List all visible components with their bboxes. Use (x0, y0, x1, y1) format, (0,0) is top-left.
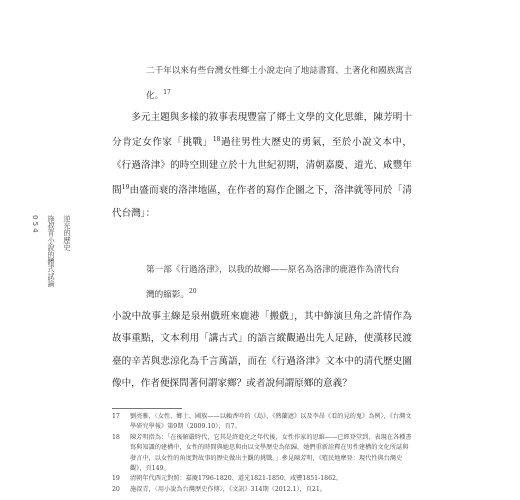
footnote-text: 施叔青，〈用小說為台灣歷史作傳〉，《文訊》314期（2012.1），頁21。 (130, 485, 326, 493)
footnote-number: 19 (112, 475, 120, 483)
footnote-divider (112, 408, 182, 409)
footnote (112, 433, 412, 475)
footnote-number: 17 (112, 413, 120, 420)
paragraph-1-part-a: 多元主題與多樣的敘事表現豐富了鄉土文學的文化思維，陳芳明十分肯定女作家「挑戰」 (112, 112, 412, 149)
paragraph-2: 小說中故事主線是泉州戲班來鹿港「搬戲」，其中飾演旦角之許情作為故事重點，文本利用「講古式」的語言縱觀過出先人足跡，使漢移民渡臺的辛苦與悲涼化為千言萬語，而在《行過洛津》文本中的清代歷史圖像中，作者便探問著何謂家鄉？或者說何謂原鄉的意義？ (112, 311, 412, 390)
opening-quote-text: 二千年以來有些台灣女性鄉土小說走向了地誌書寫、土著化和國族寓言化。 (146, 66, 413, 101)
footnote (112, 474, 412, 484)
footnote-text: 陳芳明指為：「在後解嚴時代，它其是終進化之年代後，女性作家的思維——已經登堂到，表現在各種書寫與知識的建構中，女性的時間與她思與由以文學歷史為依歸，她們重新詮釋在男性建構的文化所誌與發言中，以女性的角度對故事的歷史做出主觀的挑戰。」參見陳芳明，《殖民地摩登：現代性與台灣史觀》，頁149。 (130, 433, 412, 473)
page-number: 054 (31, 215, 40, 235)
book-title: 逆光的歷史 (63, 215, 72, 251)
block-quote (146, 259, 408, 306)
footnote-ref-19: 19 (121, 184, 130, 192)
footnote-text: 清朝年代西元對照：嘉慶1796-1820、道光1821-1850、咸豐1851-1862。 (130, 475, 343, 483)
paragraph-1-part-b: 過往男性大歷史的勇氣，至於小說文本中，《行過洛津》的時空則建立於十九世紀初期，清朝嘉慶、道光、咸豐年間 (112, 137, 413, 197)
footnotes (112, 412, 412, 495)
footnote-text: 劉亮雅，〈女性、鄉土、國族——以賴香吟的《島》、《熱蘭遮》以及李昂《看的見的鬼》為例〉，《台灣文學研究學報》第9期（2009.10），頁7。 (130, 413, 412, 431)
opening-quote (146, 60, 416, 107)
footnote (112, 412, 412, 433)
footnote-ref-18: 18 (212, 136, 221, 144)
footnote-number: 18 (112, 433, 120, 441)
paragraph-1 (112, 107, 412, 225)
footnote (112, 485, 412, 495)
paragraph-1-part-c: 由盛而衰的洛津地區，在作者的寫作企圖之下，洛津就等同於「清代台灣」： (112, 185, 413, 219)
running-header (31, 215, 72, 335)
footnote-number: 20 (112, 485, 120, 493)
footnote-ref-17: 17 (163, 89, 171, 96)
chapter-title: 施叔青小說的體式試論 (47, 215, 56, 287)
footnote-ref-20: 20 (188, 288, 197, 295)
block-quote-text: 第一部《行過洛津》，以我的故鄉——原名為洛津的鹿港作為清代台灣的縮影。 (146, 265, 400, 300)
